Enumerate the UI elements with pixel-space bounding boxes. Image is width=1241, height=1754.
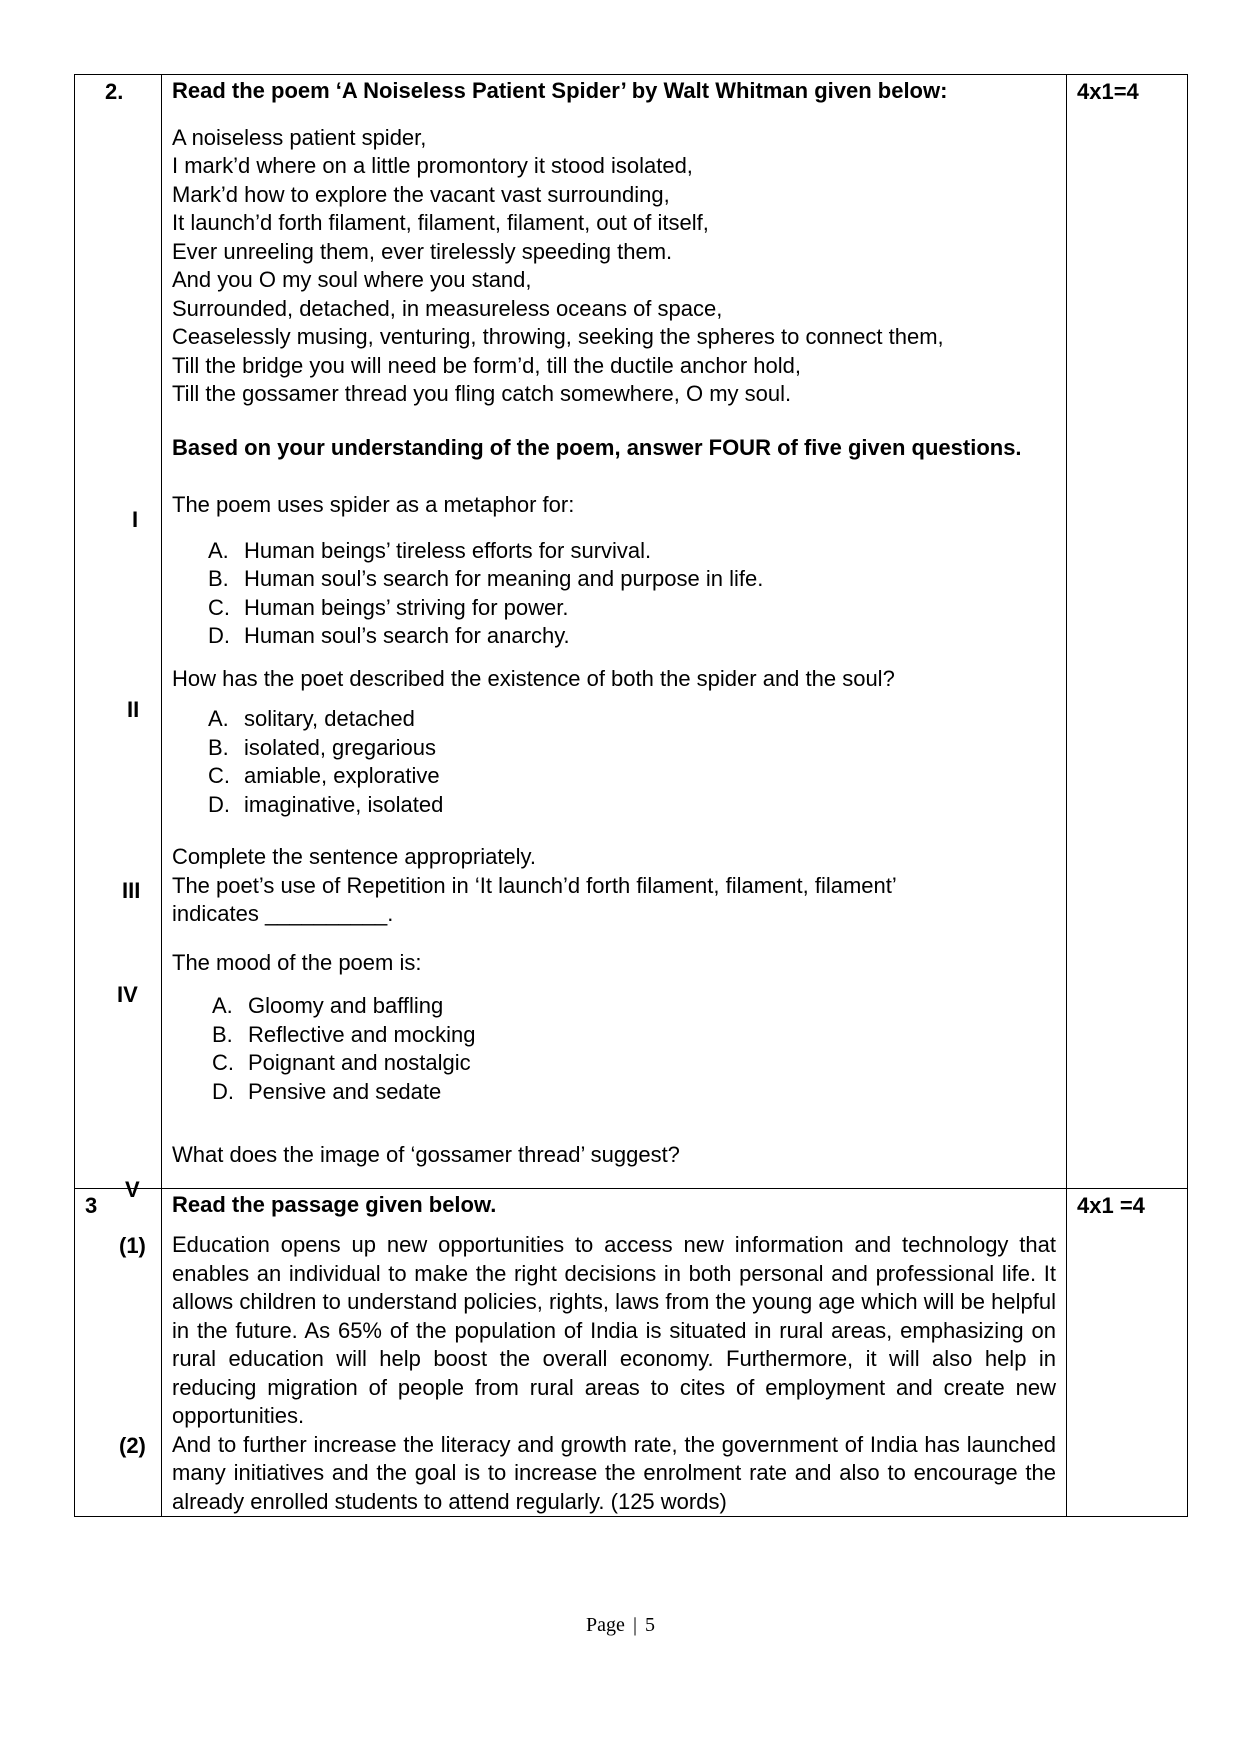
poem-line: Ceaselessly musing, venturing, throwing, seeking the spheres to connect them, [172,324,944,349]
poem-line: Till the gossamer thread you fling catch somewhere, O my soul. [172,381,792,406]
question-2-content-cell [162,75,1067,1189]
marks-label: 4x1 =4 [1077,1192,1145,1218]
page-footer [0,1614,1241,1637]
question-3-row [75,1188,1188,1517]
question-3-content-cell [162,1188,1067,1517]
question-paper-page [74,74,1187,1517]
option: D. imaginative, isolated [208,791,444,817]
question-number: 2. [105,79,124,104]
poem-line: It launch’d forth filament, filament, filament, out of itself, [172,210,709,235]
question-2-number-cell [75,75,162,1202]
question-3-marks-cell [1067,1188,1188,1517]
instruction-text: Based on your understanding of the poem, answer FOUR of five given questions. [172,434,1022,460]
poem-line: A noiseless patient spider, [172,124,427,150]
subquestion-label: V [125,1177,140,1202]
question-III-text [172,843,1056,929]
poem-line: And you O my soul where you stand, [172,267,532,292]
page-separator: | [632,1614,637,1636]
option: B. isolated, gregarious [208,734,437,760]
question-II-text: How has the poet described the existence of both the spider and the soul? [172,665,895,691]
option: D. Pensive and sedate [212,1078,442,1104]
question-V-text: What does the image of ‘gossamer thread’ suggest? [172,1142,680,1167]
option: B. Human soul’s search for meaning and purpose in life. [208,566,764,591]
subquestion-label: III [122,878,141,903]
question-3-heading: Read the passage given below. [172,1191,497,1217]
poem-line: I mark’d where on a little promontory it stood isolated, [172,153,693,178]
question-line: Complete the sentence appropriately. [172,844,537,869]
question-2-marks-cell [1067,75,1188,1189]
question-IV-options [172,992,1056,1106]
question-I-text: The poem uses spider as a metaphor for: [172,492,575,517]
marks-label: 4x1=4 [1077,79,1139,104]
question-IV-text: The mood of the poem is: [172,949,422,975]
question-3-number-cell [75,1188,162,1517]
passage-paragraph-2: And to further increase the literacy and growth rate, the government of India has launched many initiatives and the goal is to increase the enrolment rate and also to encourage the already enrolled students to attend regularly. (125 words) [172,1431,1056,1514]
poem-line: Surrounded, detached, in measureless oceans of space, [172,295,723,321]
option: C. amiable, explorative [208,763,440,788]
option: C. Human beings’ striving for power. [208,594,569,620]
question-number: 3 [85,1192,98,1218]
option: A. Human beings’ tireless efforts for survival. [208,537,652,563]
question-2-row [75,75,1188,1189]
poem-line: Ever unreeling them, ever tirelessly speeding them. [172,238,673,264]
paragraph-label: (1) [119,1232,146,1258]
question-line: The poet’s use of Repetition in ‘It launch’d forth filament, filament, filament’ [172,872,897,898]
subquestion-label: II [127,697,140,722]
poem-text [172,124,1056,409]
page-number: 5 [644,1614,655,1636]
page-label: Page [586,1614,625,1636]
question-line: indicates __________. [172,901,394,926]
option: B. Reflective and mocking [212,1021,476,1047]
option: C. Poignant and nostalgic [212,1050,471,1075]
paragraph-label: (2) [119,1432,146,1458]
option: D. Human soul’s search for anarchy. [208,623,570,648]
subquestion-label: I [132,507,139,532]
option: A. Gloomy and baffling [212,993,444,1018]
question-2-heading: Read the poem ‘A Noiseless Patient Spider’ by Walt Whitman given below: [172,78,948,103]
question-table [74,74,1188,1517]
poem-line: Till the bridge you will need be form’d, till the ductile anchor hold, [172,352,801,378]
question-II-options [172,705,1056,819]
question-I-options [172,537,1056,651]
passage-paragraph-1: Education opens up new opportunities to access new information and technology that enables an individual to make the right decisions in both personal and professional life. It allows children to understand policies, rights, laws from the young age which will be helpful in the future. As 65% of the population of India is situated in rural areas, emphasizing on rural education will help boost the overall economy. Furthermore, it will also help in reducing migration of people from rural areas to cites of employment and create new opportunities. [172,1232,1056,1428]
subquestion-label: IV [117,982,138,1007]
poem-line: Mark’d how to explore the vacant vast surrounding, [172,181,670,207]
option: A. solitary, detached [208,706,415,731]
